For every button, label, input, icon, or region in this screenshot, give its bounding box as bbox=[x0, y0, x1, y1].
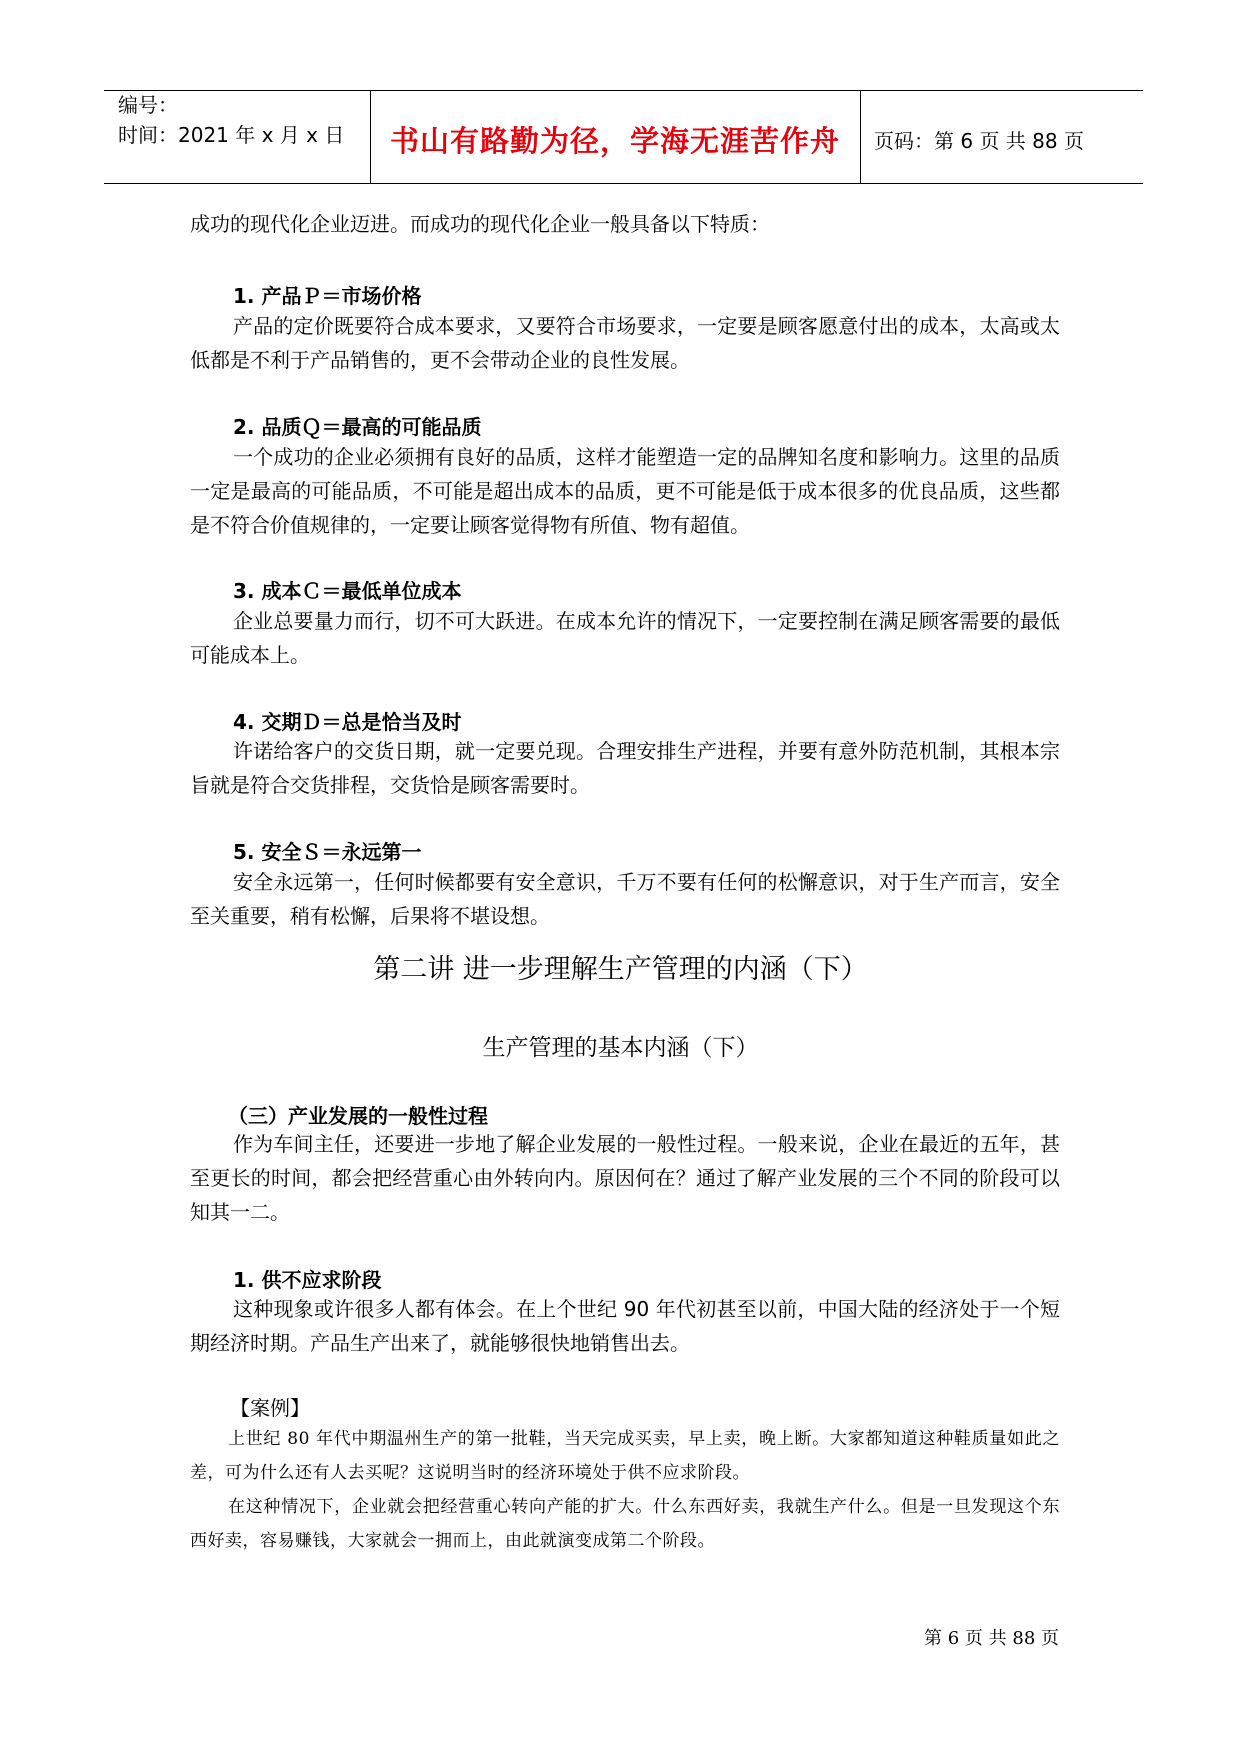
time-label: 时间：2021 年 x 月 x 日 bbox=[118, 123, 345, 147]
motto-text: 书山有路勤为径，学海无涯苦作舟 bbox=[389, 124, 840, 158]
page-header bbox=[104, 90, 1143, 184]
item3-paragraph: 企业总要量力而行，切不可大跃进。在成本允许的情况下，一定要控制在满足顾客需要的最低可能成本上。 bbox=[190, 609, 1060, 667]
item1-paragraph: 产品的定价既要符合成本要求，又要符合市场要求，一定要是顾客愿意付出的成本，太高或太低都是不利于产品销售的，更不会带动企业的良性发展。 bbox=[190, 314, 1060, 372]
case-label: 【案例】 bbox=[230, 1396, 310, 1420]
subsection-heading: （三）产业发展的一般性过程 bbox=[228, 1104, 488, 1128]
header-info-cell bbox=[104, 91, 371, 183]
item3-heading: 3. 成本Ｃ＝最低单位成本 bbox=[233, 579, 462, 603]
stage1-heading: 1. 供不应求阶段 bbox=[233, 1268, 382, 1292]
item4-heading: 4. 交期Ｄ＝总是恰当及时 bbox=[233, 710, 462, 734]
item1-heading: 1. 产品Ｐ＝市场价格 bbox=[233, 284, 422, 308]
lecture-title: 第二讲 进一步理解生产管理的内涵（下） bbox=[373, 954, 868, 985]
page-code: 页码：第 6 页 共 88 页 bbox=[874, 129, 1084, 153]
case-paragraph-1: 上世纪 80 年代中期温州生产的第一批鞋，当天完成买卖，早上卖，晚上断。大家都知道这种鞋质量如此之差，可为什么还有人去买呢？这说明当时的经济环境处于供不应求阶段。 bbox=[190, 1429, 1060, 1483]
header-motto-cell bbox=[370, 91, 861, 183]
page-footer: 第 6 页 共 88 页 bbox=[924, 1628, 1059, 1649]
header-page-cell bbox=[860, 91, 1143, 183]
section-title: 生产管理的基本内涵（下） bbox=[482, 1035, 759, 1061]
item5-paragraph: 安全永远第一，任何时候都要有安全意识，千万不要有任何的松懈意识，对于生产而言，安全至关重要，稍有松懈，后果将不堪设想。 bbox=[190, 870, 1060, 928]
item2-heading: 2. 品质Ｑ＝最高的可能品质 bbox=[233, 415, 482, 439]
item5-heading: 5. 安全Ｓ＝永远第一 bbox=[233, 840, 422, 864]
item2-paragraph: 一个成功的企业必须拥有良好的品质，这样才能塑造一定的品牌知名度和影响力。这里的品质一定是最高的可能品质，不可能是超出成本的品质，更不可能是低于成本很多的优良品质，这些都是不符合价值规律的，一定要让顾客觉得物有所值、物有超值。 bbox=[190, 445, 1060, 537]
intro-paragraph: 成功的现代化企业迈进。而成功的现代化企业一般具备以下特质： bbox=[190, 212, 770, 236]
number-label: 编号： bbox=[118, 93, 178, 117]
stage1-paragraph: 这种现象或许很多人都有体会。在上个世纪 90 年代初甚至以前，中国大陆的经济处于一个短期经济时期。产品生产出来了，就能够很快地销售出去。 bbox=[190, 1297, 1060, 1355]
case-paragraph-2: 在这种情况下，企业就会把经营重心转向产能的扩大。什么东西好卖，我就生产什么。但是一旦发现这个东西好卖，容易赚钱，大家就会一拥而上，由此就演变成第二个阶段。 bbox=[190, 1497, 1060, 1551]
subsection-paragraph: 作为车间主任，还要进一步地了解企业发展的一般性过程。一般来说，企业在最近的五年，甚至更长的时间，都会把经营重心由外转向内。原因何在？通过了解产业发展的三个不同的阶段可以知其一二。 bbox=[190, 1132, 1060, 1224]
item4-paragraph: 许诺给客户的交货日期，就一定要兑现。合理安排生产进程，并要有意外防范机制，其根本宗旨就是符合交货排程，交货恰是顾客需要时。 bbox=[190, 739, 1060, 797]
